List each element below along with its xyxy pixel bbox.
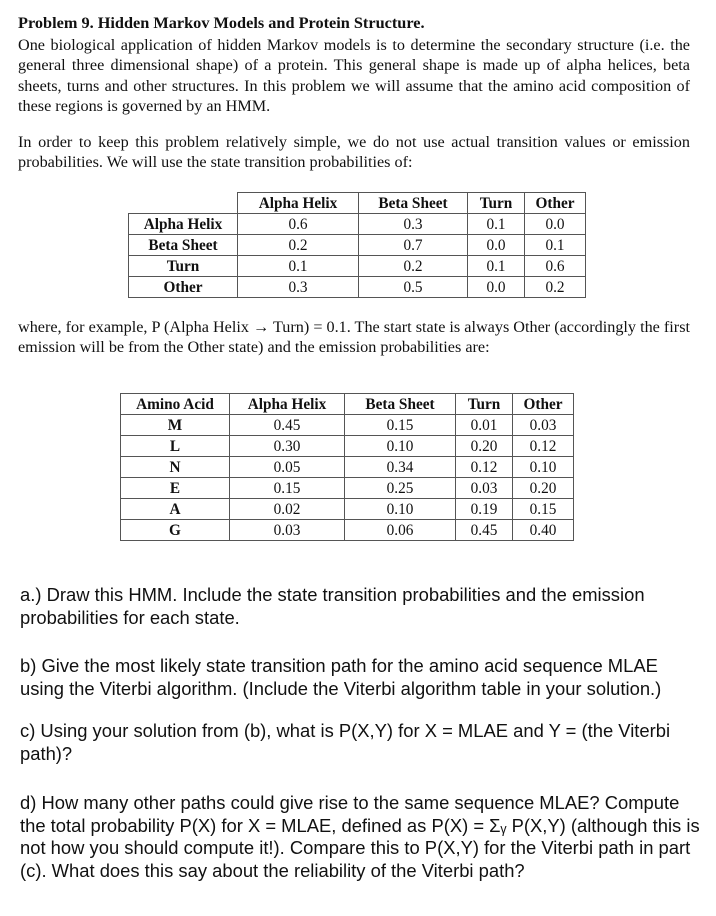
table-cell: 0.1 bbox=[468, 256, 525, 277]
emission-table bbox=[120, 393, 574, 541]
column-header: Other bbox=[525, 193, 586, 214]
column-header: Beta Sheet bbox=[345, 394, 456, 415]
column-header: Alpha Helix bbox=[230, 394, 345, 415]
table-cell: 0.20 bbox=[456, 436, 513, 457]
table-cell: 0.15 bbox=[513, 499, 574, 520]
row-header: L bbox=[121, 436, 230, 457]
table-cell: 0.3 bbox=[238, 277, 359, 298]
table-cell: 0.40 bbox=[513, 520, 574, 541]
table-cell: 0.01 bbox=[456, 415, 513, 436]
table-row bbox=[121, 478, 574, 499]
problem-title: Problem 9. Hidden Markov Models and Protein Structure. bbox=[18, 13, 425, 32]
emission-header-row bbox=[121, 394, 574, 415]
column-header: Turn bbox=[456, 394, 513, 415]
row-header: E bbox=[121, 478, 230, 499]
question-b: b) Give the most likely state transition path for the amino acid sequence MLAE using the Viterbi algorithm. (Include the Viterbi algorithm table in your solution.) bbox=[20, 655, 662, 699]
table-row bbox=[121, 415, 574, 436]
table-cell: 0.12 bbox=[513, 436, 574, 457]
row-header: Other bbox=[129, 277, 238, 298]
table-cell: 0.03 bbox=[513, 415, 574, 436]
transition-header-row bbox=[129, 193, 586, 214]
table-cell: 0.2 bbox=[238, 235, 359, 256]
question-a: a.) Draw this HMM. Include the state transition probabilities and the emission probabilities for each state. bbox=[20, 584, 645, 628]
table-row bbox=[121, 499, 574, 520]
table-cell: 0.10 bbox=[345, 499, 456, 520]
table-cell: 0.0 bbox=[468, 235, 525, 256]
table-cell: 0.25 bbox=[345, 478, 456, 499]
transition-table bbox=[128, 192, 586, 298]
row-header: G bbox=[121, 520, 230, 541]
table-cell: 0.10 bbox=[513, 457, 574, 478]
table-cell: 0.19 bbox=[456, 499, 513, 520]
table-cell: 0.6 bbox=[525, 256, 586, 277]
column-header: Alpha Helix bbox=[238, 193, 359, 214]
table-cell: 0.2 bbox=[359, 256, 468, 277]
emission-intro-paragraph: where, for example, P (Alpha Helix → Turn) = 0.1. The start state is always Other (accordingly the first emission will be from the Other state) and the emission probabilities are: bbox=[18, 318, 690, 357]
row-header: Turn bbox=[129, 256, 238, 277]
column-header: Amino Acid bbox=[121, 394, 230, 415]
table-cell: 0.45 bbox=[456, 520, 513, 541]
row-header: M bbox=[121, 415, 230, 436]
table-row bbox=[129, 235, 586, 256]
row-header: A bbox=[121, 499, 230, 520]
table-cell: 0.3 bbox=[359, 214, 468, 235]
row-header: N bbox=[121, 457, 230, 478]
table-cell: 0.34 bbox=[345, 457, 456, 478]
table-cell: 0.1 bbox=[525, 235, 586, 256]
table-row bbox=[121, 520, 574, 541]
table-cell: 0.1 bbox=[238, 256, 359, 277]
question-c: c) Using your solution from (b), what is P(X,Y) for X = MLAE and Y = (the Viterbi path)? bbox=[20, 720, 671, 764]
row-header: Beta Sheet bbox=[129, 235, 238, 256]
table-cell: 0.03 bbox=[456, 478, 513, 499]
table-cell: 0.30 bbox=[230, 436, 345, 457]
table-cell: 0.15 bbox=[230, 478, 345, 499]
table-cell: 0.03 bbox=[230, 520, 345, 541]
table-row bbox=[129, 277, 586, 298]
table-cell: 0.05 bbox=[230, 457, 345, 478]
table-row bbox=[121, 436, 574, 457]
table-cell: 0.7 bbox=[359, 235, 468, 256]
table-row bbox=[129, 214, 586, 235]
column-header: Beta Sheet bbox=[359, 193, 468, 214]
table-cell: 0.06 bbox=[345, 520, 456, 541]
table-cell: 0.02 bbox=[230, 499, 345, 520]
table-cell: 0.5 bbox=[359, 277, 468, 298]
table-cell: 0.45 bbox=[230, 415, 345, 436]
table-cell: 0.1 bbox=[468, 214, 525, 235]
column-header: Turn bbox=[468, 193, 525, 214]
table-row bbox=[121, 457, 574, 478]
row-header: Alpha Helix bbox=[129, 214, 238, 235]
table-cell: 0.2 bbox=[525, 277, 586, 298]
intro-paragraph: One biological application of hidden Markov models is to determine the secondary structure (i.e. the general three dimensional shape) of a protein. This general shape is made up of alpha helices, beta sheets, turns and other structures. In this problem we will assume that the amino acid composition of these regions is governed by an HMM. bbox=[18, 36, 690, 115]
corner-cell bbox=[129, 193, 238, 214]
table-cell: 0.10 bbox=[345, 436, 456, 457]
table-cell: 0.15 bbox=[345, 415, 456, 436]
question-d: d) How many other paths could give rise to the same sequence MLAE? Compute the total probability P(X) for X = MLAE, defined as P(X) = Σᵧ P(X,Y) (although this is not how you should compute it!). Compare this to P(X,Y) for the Viterbi path in part (c). What does this say about the reliability of the Viterbi path? bbox=[20, 792, 700, 881]
table-cell: 0.12 bbox=[456, 457, 513, 478]
table-cell: 0.20 bbox=[513, 478, 574, 499]
table-row bbox=[129, 256, 586, 277]
table-cell: 0.0 bbox=[525, 214, 586, 235]
table-cell: 0.0 bbox=[468, 277, 525, 298]
table-cell: 0.6 bbox=[238, 214, 359, 235]
transition-intro-paragraph: In order to keep this problem relatively simple, we do not use actual transition values or emission probabilities. We will use the state transition probabilities of: bbox=[18, 133, 690, 172]
column-header: Other bbox=[513, 394, 574, 415]
